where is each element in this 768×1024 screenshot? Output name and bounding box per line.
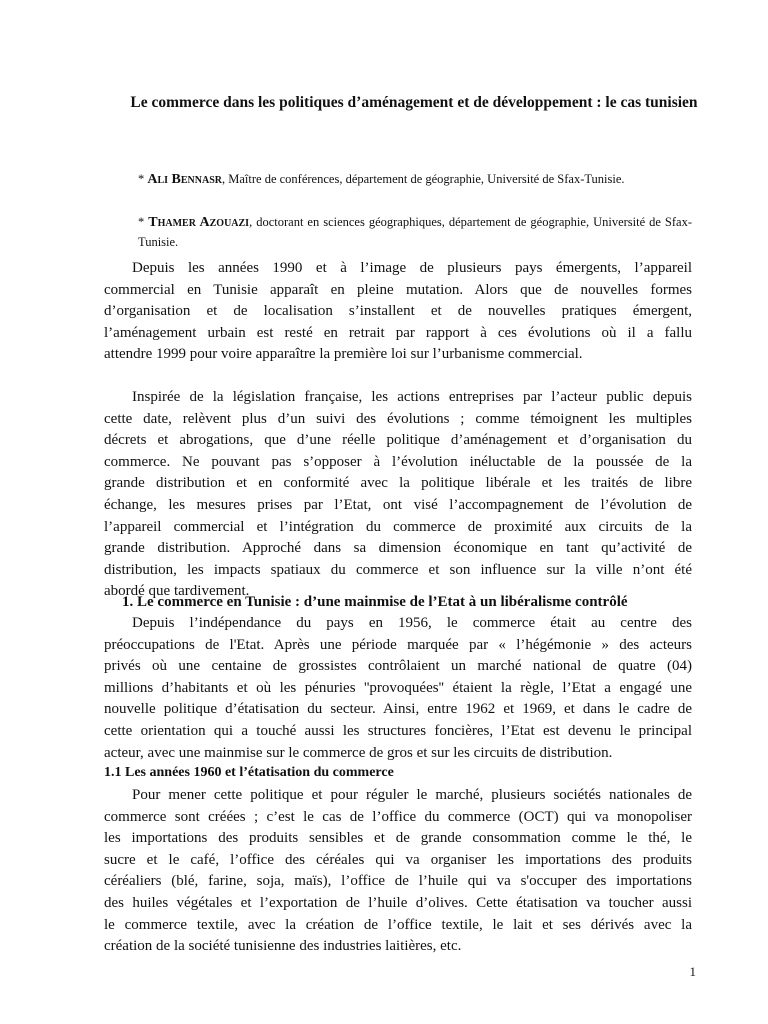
text-line: distribution, les impacts spatiaux du commerce et son influence sur la ville n’ont été bbox=[104, 561, 692, 578]
text-line: commerce. Ne pouvant pas s’opposer à l’évolution inéluctable de la poussée de la bbox=[104, 453, 692, 470]
section-heading-1: 1. Le commerce en Tunisie : d’une mainmise de l’Etat à un libéralisme contrôlé bbox=[122, 594, 628, 610]
author-entry-2 bbox=[138, 213, 692, 251]
author-affiliation: , doctorant en sciences géographiques, département de géographie, Université de Sfax-Tunisie. bbox=[138, 215, 693, 249]
author-marker: * bbox=[138, 215, 149, 229]
author-name: Ali Bennasr bbox=[147, 172, 223, 187]
paragraph-legislation bbox=[104, 387, 692, 603]
text-line: les importations des produits sensibles et de grande consommation comme le thé, le bbox=[104, 830, 692, 847]
author-name: Thamer Azouazi bbox=[148, 215, 250, 230]
text-line: préoccupations de l'Etat. Après une période marquée par « l’hégémonie » des acteurs bbox=[104, 636, 692, 653]
text-line: grande distribution. Approché dans sa dimension économique en tant qu’activité de bbox=[104, 540, 692, 557]
paragraph-independence bbox=[104, 613, 692, 764]
text-line: sucre et le café, l’office des céréales qui va organiser les importations des produits bbox=[104, 851, 692, 868]
section-heading-1-1: 1.1 Les années 1960 et l’étatisation du commerce bbox=[104, 765, 394, 780]
text-line: commerce sont créées ; c’est le cas de l’office du commerce (OCT) qui va monopoliser bbox=[104, 808, 692, 825]
text-line: le commerce textile, avec la création de l’office textile, le lait et ses dérivés avec la bbox=[104, 916, 692, 933]
text-line: Depuis les années 1990 et à l’image de plusieurs pays émergents, l’appareil bbox=[132, 260, 692, 276]
text-line: création de la société tunisienne des industries laitières, etc. bbox=[104, 938, 462, 955]
paper-title: Le commerce dans les politiques d’aménagement et de développement : le cas tunisien bbox=[130, 94, 698, 111]
paragraph-intro bbox=[104, 258, 692, 366]
text-line: Pour mener cette politique et pour réguler le marché, plusieurs sociétés nationales de bbox=[132, 787, 692, 803]
text-line: nouvelle politique d’étatisation du secteur. Ainsi, entre 1962 et 1969, et dans le cadre de bbox=[104, 701, 692, 718]
text-line: cette orientation qui a touché aussi les structures foncières, l’Etat est devenu le principal bbox=[104, 722, 692, 739]
text-line: Depuis l’indépendance du pays en 1956, le commerce était au centre des bbox=[132, 615, 692, 631]
text-line: échange, les mesures prises par l’Etat, ont visé l’accompagnement de l’évolution de bbox=[104, 496, 692, 513]
text-line: acteur, avec une mainmise sur le commerce de gros et sur les circuits de distribution. bbox=[104, 744, 613, 761]
text-line: cette date, relèvent plus d’un suivi des évolutions ; comme témoignent les multiples bbox=[104, 410, 692, 427]
text-line: privés où une centaine de grossistes contrôlaient un marché national de quatre (04) bbox=[104, 658, 692, 675]
text-line: décrets et abrogations, que d’une réelle politique d’aménagement et d’organisation du bbox=[104, 432, 692, 449]
text-line: grande distribution et en conformité avec la politique libérale et les traités de libre bbox=[104, 475, 692, 492]
text-line: des huiles végétales et l’exportation de l’huile d’olives. Cette étatisation va toucher aussi bbox=[104, 894, 692, 911]
paragraph-state-companies bbox=[104, 785, 692, 958]
text-line: abordé que tardivement. bbox=[104, 583, 250, 600]
page-number: 1 bbox=[689, 964, 696, 979]
text-line: attendre 1999 pour voire apparaître la première loi sur l’urbanisme commercial. bbox=[104, 346, 583, 363]
text-line: Inspirée de la législation française, les actions entreprises par l’acteur public depuis bbox=[132, 389, 692, 405]
text-line: l’appareil commercial et l’intégration du commerce de proximité aux circuits de la bbox=[104, 518, 692, 535]
author-affiliation: , Maître de conférences, département de géographie, Université de Sfax-Tunisie. bbox=[222, 172, 625, 186]
author-entry-1 bbox=[138, 170, 692, 190]
text-line: d’organisation et de localisation s’installent et de nouvelles pratiques émergent, bbox=[104, 303, 692, 320]
text-line: millions d’habitants et où les pénuries ''provoquées'' étaient la règle, l’Etat a engagé une bbox=[104, 679, 692, 696]
text-line: l’aménagement urbain est resté en retrait par rapport à ces évolutions où il a fallu bbox=[104, 324, 692, 341]
text-line: commercial en Tunisie apparaît en pleine mutation. Alors que de nouvelles formes bbox=[104, 281, 692, 298]
text-line: céréaliers (blé, farine, soja, maïs), l’office de l’huile qui va s'occuper des importations bbox=[104, 873, 692, 890]
author-marker: * bbox=[138, 172, 148, 186]
